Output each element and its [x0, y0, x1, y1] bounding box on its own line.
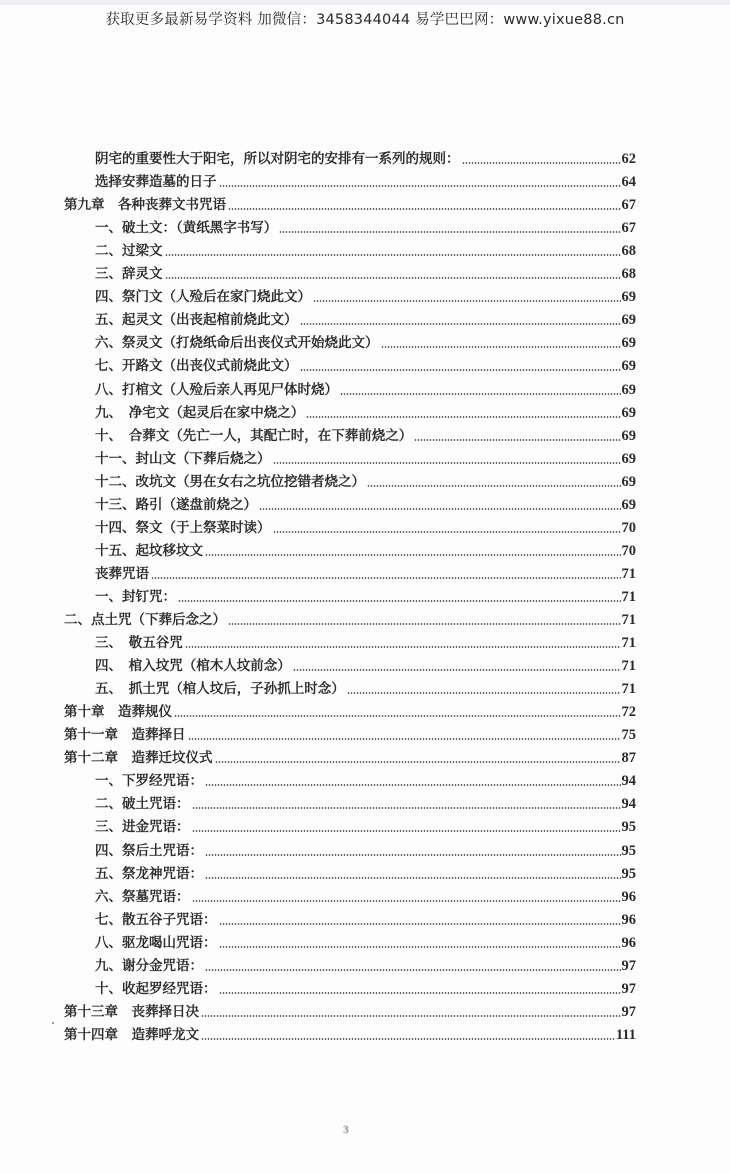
toc-entry-page: 71: [621, 635, 636, 652]
toc-entry-label: 阴宅的重要性大于阳宅，所以对阴宅的安排有一系列的规则：: [95, 151, 460, 167]
toc-entry: [95, 514, 636, 536]
dot-leader: [174, 715, 621, 717]
dot-leader: [188, 738, 621, 740]
toc-entry-page: 64: [621, 174, 636, 191]
dot-leader: [178, 600, 621, 602]
toc-entry-label: 四、祭后土咒语：: [95, 842, 203, 859]
toc-entry-label: 九、 净宅文（起灵后在家中烧之）: [95, 404, 305, 421]
toc-entry: [95, 491, 636, 513]
toc-entry: [95, 952, 636, 974]
toc-entry-page: 97: [621, 957, 636, 974]
toc-entry-label: 六、祭墓咒语：: [95, 888, 190, 905]
toc-entry-label: 十五、起坟移坟文: [95, 542, 203, 559]
toc-entry-label: 二、破土咒语：: [95, 796, 190, 813]
toc-entry: [95, 422, 636, 444]
toc-entry: [95, 260, 636, 282]
toc-chapter-entry: [64, 191, 636, 213]
toc-entry-page: 68: [621, 243, 636, 260]
toc-entry-label: 第十一章 造葬择日: [64, 727, 186, 744]
toc-entry-label: 十二、改坑文（男在女右之坑位挖错者烧之）: [95, 473, 365, 490]
dot-leader: [228, 623, 621, 625]
toc-entry-page: 96: [621, 888, 636, 905]
dot-leader: [228, 208, 621, 210]
dot-leader: [273, 531, 621, 533]
toc-entry: [95, 214, 636, 236]
dot-leader: [259, 508, 621, 510]
toc-entry-label: 一、封钉咒：: [95, 588, 176, 605]
toc-entry-label: 四、祭门文（人殓后在家门烧此文）: [95, 289, 311, 306]
toc-entry-page: 71: [621, 588, 636, 605]
toc-entry: [95, 767, 636, 789]
toc-entry-label: 七、散五谷子咒语：: [95, 911, 217, 928]
dot-leader: [219, 992, 621, 994]
toc-entry: [95, 537, 636, 559]
scan-speck: [567, 1015, 569, 1017]
toc-entry-label: 第十章 造葬规仪: [64, 704, 172, 721]
toc-entry-page: 96: [621, 934, 636, 951]
dot-leader: [279, 231, 620, 233]
toc-entry: [95, 652, 636, 674]
dot-leader: [201, 1038, 615, 1040]
toc-entry: [95, 906, 636, 928]
toc-entry-label: 五、 抓土咒（棺人坟后，子孙抓上时念）: [95, 681, 345, 698]
toc-entry-page: 94: [621, 773, 636, 790]
dot-leader: [205, 554, 621, 556]
dot-leader: [151, 577, 621, 579]
dot-leader: [462, 162, 621, 164]
toc-entry-page: 67: [621, 197, 636, 214]
toc-entry-label: 九、谢分金咒语：: [95, 957, 203, 974]
toc-entry: [95, 975, 636, 997]
page-number: 3: [343, 1124, 349, 1136]
toc-entry: [95, 283, 636, 305]
toc-entry-label: 八、驱龙喝山咒语：: [95, 934, 217, 951]
toc-entry-label: 第十二章 造葬迁坟仪式: [64, 750, 213, 767]
toc-entry-label: 选择安葬造墓的日子: [95, 174, 217, 191]
toc-entry-label: 一、破土文：（黄纸黑字书写）: [95, 220, 278, 237]
toc-entry-page: 69: [621, 450, 636, 467]
toc-entry-page: 67: [621, 220, 636, 237]
toc-entry: [95, 352, 636, 374]
toc-entry: [95, 813, 636, 835]
toc-entry-page: 69: [621, 312, 636, 329]
toc-entry-page: 70: [621, 542, 636, 559]
toc-entry-page: 62: [621, 151, 636, 167]
dot-leader: [205, 969, 621, 971]
toc-entry-page: 70: [621, 519, 636, 536]
toc-entry: [95, 790, 636, 812]
toc-entry-label: 三、辞灵文: [95, 266, 163, 283]
toc-entry-label: 八、打棺文（人殓后亲人再见尸体时烧）: [95, 381, 338, 398]
toc-entry: [95, 583, 636, 605]
dot-leader: [192, 900, 621, 902]
toc-entry-label: 第十三章 丧葬择日决: [64, 1003, 199, 1020]
toc-entry: [95, 376, 636, 398]
toc-entry-page: 69: [621, 335, 636, 352]
dot-leader: [165, 277, 621, 279]
toc-entry-label: 三、进金咒语：: [95, 819, 190, 836]
dot-leader: [367, 485, 621, 487]
dot-leader: [205, 877, 621, 879]
toc-entry-page: 69: [621, 358, 636, 375]
toc-entry: [95, 237, 636, 259]
dot-leader: [306, 416, 620, 418]
dot-leader: [313, 300, 621, 302]
toc-entry-label: 七、开路文（出丧仪式前烧此文）: [95, 358, 298, 375]
toc-entry: [95, 468, 636, 490]
dot-leader: [293, 669, 621, 671]
toc-entry: [95, 329, 636, 351]
toc-entry-page: 69: [621, 496, 636, 513]
toc-entry-page: 95: [621, 842, 636, 859]
toc-chapter-entry: [64, 998, 636, 1020]
toc-entry-page: 68: [621, 266, 636, 283]
toc-entry-label: 四、 棺入坟咒（棺木人坟前念）: [95, 658, 291, 675]
toc-entry-label: 五、祭龙神咒语：: [95, 865, 203, 882]
dot-leader: [340, 393, 621, 395]
dot-leader: [219, 946, 621, 948]
toc-entry-page: 75: [621, 727, 636, 744]
dot-leader: [347, 692, 621, 694]
toc-entry-page: 69: [621, 289, 636, 306]
toc-chapter-entry: [64, 698, 636, 720]
toc-entry-page: 69: [621, 381, 636, 398]
toc-entry-page: 95: [621, 819, 636, 836]
toc-entry: [95, 675, 636, 697]
dot-leader: [381, 346, 621, 348]
toc-entry-page: 97: [621, 1003, 636, 1020]
toc-entry-page: 69: [621, 427, 636, 444]
toc-entry-label: 十、 合葬文（先亡一人，其配亡时，在下葬前烧之）: [95, 427, 413, 444]
dot-leader: [273, 462, 621, 464]
toc-entry-page: 96: [621, 911, 636, 928]
toc-entry-page: 94: [621, 796, 636, 813]
toc-entry-label: 十三、路引（遂盘前烧之）: [95, 496, 257, 513]
toc-entry-page: 72: [621, 704, 636, 721]
dot-leader: [192, 807, 621, 809]
dot-leader: [215, 761, 621, 763]
dot-leader: [219, 923, 621, 925]
toc-entry-page: 71: [621, 658, 636, 675]
toc-entry-label: 十一、封山文（下葬后烧之）: [95, 450, 271, 467]
toc-entry-label: 三、 敬五谷咒: [95, 635, 183, 652]
toc-entry-page: 69: [621, 473, 636, 490]
toc-entry: [95, 629, 636, 651]
toc-entry-page: 111: [615, 1026, 636, 1043]
dot-leader: [165, 254, 621, 256]
toc-entry-label: 二、点土咒（下葬后念之）: [64, 612, 226, 628]
toc-entry-label: 十、收起罗经咒语：: [95, 980, 217, 997]
toc-chapter-entry: [64, 1021, 636, 1043]
toc-entry-label: 二、过梁文: [95, 243, 163, 260]
dot-leader: [185, 646, 621, 648]
dot-leader: [219, 185, 621, 187]
dot-leader: [205, 854, 621, 856]
toc-chapter-entry: [64, 606, 636, 628]
toc-entry: [95, 445, 636, 467]
toc-entry-page: 97: [621, 980, 636, 997]
toc-chapter-entry: [64, 721, 636, 743]
toc-entry-page: 71: [621, 612, 636, 628]
toc-entry-page: 87: [621, 750, 636, 767]
toc-entry-label: 丧葬咒语: [95, 565, 149, 582]
toc-entry: [95, 399, 636, 421]
toc-entry: [95, 883, 636, 905]
toc-entry-label: 五、起灵文（出丧起棺前烧此文）: [95, 312, 298, 329]
toc-entry-label: 第十四章 造葬呼龙文: [64, 1026, 199, 1043]
dot-leader: [300, 323, 621, 325]
toc-entry: [95, 837, 636, 859]
dot-leader: [205, 784, 621, 786]
toc-entry-page: 71: [621, 565, 636, 582]
toc-entry-label: 六、祭灵文（打烧纸命后出丧仪式开始烧此文）: [95, 335, 379, 352]
toc-chapter-entry: [64, 744, 636, 766]
watermark-banner: 获取更多最新易学资料 加微信：3458344044 易学巴巴网：www.yixue88.cn: [105, 12, 625, 28]
scan-speck: [52, 1022, 54, 1024]
toc-entry: [95, 929, 636, 951]
toc-entry-label: 一、下罗经咒语：: [95, 773, 203, 790]
toc-entry-page: 71: [621, 681, 636, 698]
dot-leader: [414, 439, 620, 441]
toc-entry: [95, 145, 636, 167]
toc-entry: [95, 168, 636, 190]
toc-entry: [95, 860, 636, 882]
top-strip: [0, 0, 730, 5]
toc-entry: [95, 306, 636, 328]
toc-entry-label: 第九章 各种丧葬文书咒语: [64, 197, 226, 214]
toc-entry-page: 69: [621, 404, 636, 421]
dot-leader: [201, 1015, 621, 1017]
toc-entry-label: 十四、祭文（于上祭菜时读）: [95, 519, 271, 536]
dot-leader: [192, 830, 621, 832]
dot-leader: [300, 369, 621, 371]
toc-entry-page: 95: [621, 865, 636, 882]
toc-entry: [95, 560, 636, 582]
